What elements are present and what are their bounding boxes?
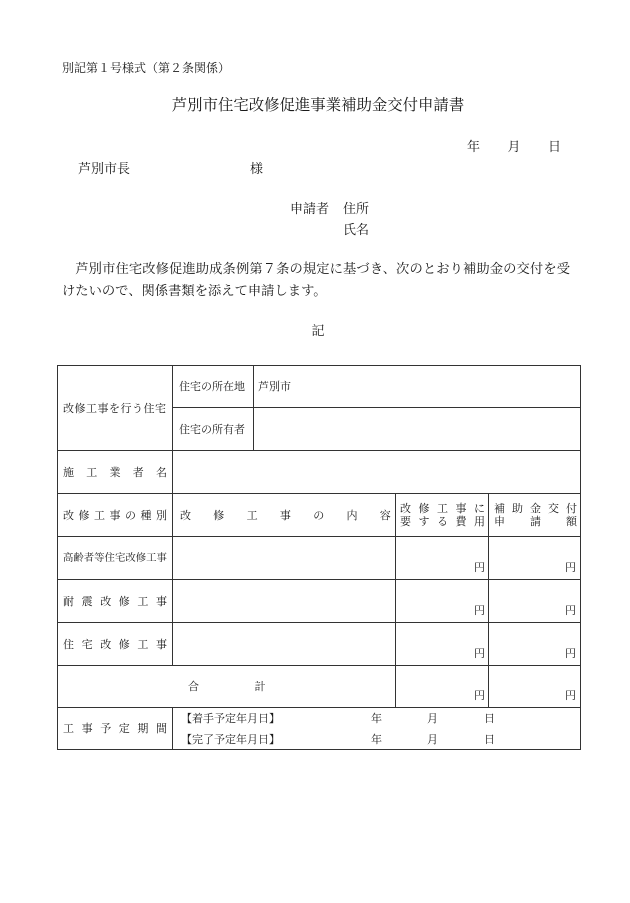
work-type-label: 高齢者等住宅改修工事 [63, 551, 167, 564]
contractor-label: 施工業者名 [63, 465, 180, 479]
application-body-text: 芦別市住宅改修促進助成条例第７条の規定に基づき、次のとおり補助金の交付を受けたいので、関係書類を添えて申請します。 [62, 262, 570, 299]
yen-unit: 円 [565, 647, 576, 660]
work-type-cell [57, 579, 173, 623]
header-type: 改修工事の種別 [63, 508, 172, 522]
location-label-cell [172, 365, 254, 408]
contractor-value-cell [172, 450, 581, 494]
cost-cell [395, 622, 489, 666]
yen-unit: 円 [565, 604, 576, 617]
total-cost-cell [395, 665, 489, 708]
yen-unit: 円 [474, 604, 485, 617]
grant-cell [488, 579, 581, 623]
form-number: 別記第１号様式（第２条関係） [62, 61, 231, 75]
end-date-line [181, 729, 580, 750]
yen-unit: 円 [565, 689, 576, 702]
work-type-label: 住宅改修工事 [63, 637, 175, 651]
house-label-cell [57, 365, 173, 451]
grant-cell [488, 536, 581, 580]
applicant-name-label: 氏名 [343, 223, 370, 238]
start-date-label: 【着手予定年月日】 [181, 711, 280, 725]
cost-cell [395, 536, 489, 580]
cost-cell [395, 579, 489, 623]
total-label-cell [57, 665, 396, 708]
work-type-cell [57, 622, 173, 666]
yen-unit: 円 [565, 561, 576, 574]
addressee-honorific: 様 [250, 162, 264, 177]
header-grant-line-1: 補助金交付 [494, 502, 584, 515]
end-date-label: 【完了予定年月日】 [181, 732, 280, 746]
header-type-cell [57, 493, 173, 537]
location-value: 芦別市 [258, 380, 291, 393]
end-year-unit: 年 [371, 732, 382, 746]
particulars-heading: 記 [311, 324, 325, 339]
contractor-label-cell [57, 450, 180, 494]
location-value-cell [253, 365, 581, 408]
schedule-dates-cell [172, 707, 581, 750]
owner-label: 住宅の所有者 [179, 422, 245, 436]
application-table [57, 365, 602, 750]
yen-unit: 円 [474, 689, 485, 702]
header-content-cell [172, 493, 414, 537]
total-label: 合計 [188, 680, 321, 693]
work-content-cell [172, 622, 396, 666]
yen-unit: 円 [474, 561, 485, 574]
location-label: 住宅の所在地 [179, 380, 245, 393]
grant-cell [488, 622, 581, 666]
start-date-line [181, 708, 580, 729]
work-content-cell [172, 579, 396, 623]
schedule-label-cell [57, 707, 173, 750]
header-cost-line-2: 要する費用 [400, 515, 493, 528]
start-day-unit: 日 [484, 711, 495, 725]
applicant-label: 申請者 [290, 202, 330, 217]
owner-value-cell [253, 407, 581, 451]
schedule-label: 工事予定期間 [63, 722, 175, 735]
end-month-unit: 月 [427, 732, 438, 746]
start-month-unit: 月 [427, 711, 438, 725]
header-grant-cell [488, 493, 602, 537]
header-grant-line-2: 申請額 [494, 515, 602, 528]
addressee-name: 芦別市長 [78, 162, 131, 177]
end-day-unit: 日 [484, 732, 495, 746]
header-cost-cell [395, 493, 493, 537]
header-cost-line-1: 改修工事に [400, 502, 493, 515]
form-title: 芦別市住宅改修促進事業補助金交付申請書 [171, 96, 465, 114]
house-label: 改修工事を行う住宅 [63, 401, 167, 415]
work-type-cell [57, 536, 173, 580]
header-content: 改修工事の内容 [180, 508, 414, 522]
start-year-unit: 年 [371, 711, 382, 725]
work-type-label: 耐震改修工事 [63, 594, 175, 608]
applicant-address-label: 住所 [343, 202, 370, 217]
work-content-cell [172, 536, 396, 580]
total-grant-cell [488, 665, 581, 708]
owner-label-cell [172, 407, 254, 451]
yen-unit: 円 [474, 647, 485, 660]
application-date: 年 月 日 [467, 140, 562, 155]
